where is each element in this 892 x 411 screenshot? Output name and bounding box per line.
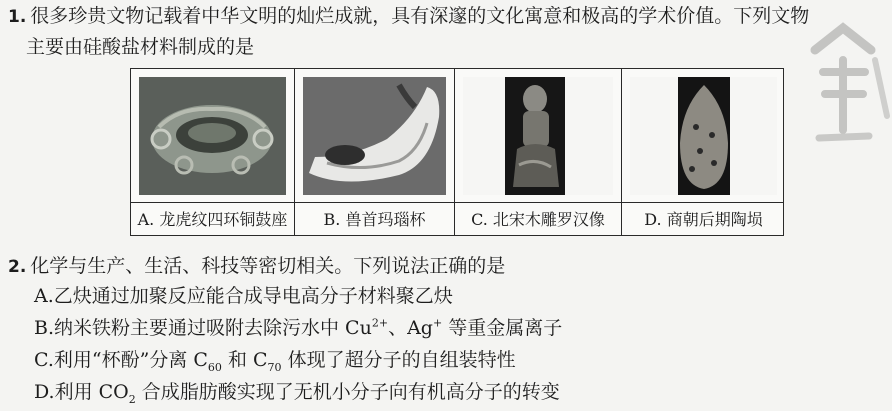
option-2c-subscript-2: 70 (267, 360, 282, 374)
bronze-drum-base-icon (139, 77, 286, 195)
option-2b-text-pre: 纳米铁粉主要通过吸附去除污水中 Cu (54, 317, 372, 339)
option-2c-text-pre: 利用“杯酚”分离 C (53, 349, 208, 371)
option-2b-letter: B. (34, 317, 55, 339)
option-2a-letter: A. (34, 285, 54, 307)
option-d-letter: D. (644, 210, 662, 229)
artifact-table (130, 68, 784, 236)
option-b-cell[interactable] (294, 69, 454, 235)
option-d-caption (622, 204, 785, 236)
option-2d-subscript: 2 (128, 392, 136, 406)
option-2b[interactable] (34, 316, 562, 340)
option-2c-text-post: 体现了超分子的自组装特性 (281, 349, 516, 371)
option-2d-text-pre: 利用 CO (54, 381, 129, 403)
option-c-text: 北宋木雕罗汉像 (492, 210, 605, 229)
question-1-number: 1. (8, 7, 27, 27)
option-d-text: 商朝后期陶埙 (666, 210, 763, 229)
pottery-xun-icon (630, 77, 777, 195)
option-2d[interactable] (34, 380, 560, 404)
option-c-cell[interactable] (454, 69, 621, 235)
option-2a-text: 乙炔通过加聚反应能合成导电高分子材料聚乙炔 (53, 285, 453, 307)
option-a-text: 龙虎纹四环铜鼓座 (159, 210, 288, 229)
option-2c-subscript-1: 60 (207, 360, 222, 374)
agate-rhyton-cup-icon (303, 77, 446, 195)
option-2b-charge-1: 2+ (371, 316, 389, 330)
question-1-stem-part-2: 主要由硅酸盐材料制成的是 (26, 36, 255, 58)
option-a-caption (131, 204, 294, 236)
option-c-caption (455, 204, 621, 236)
option-a-cell[interactable] (131, 69, 294, 235)
option-2b-charge-2: + (432, 316, 443, 330)
question-1-stem-part-1: 很多珍贵文物记载着中华文明的灿烂成就，具有深邃的文化寓意和极高的学术价值。下列文物 (30, 5, 810, 27)
question-2-number: 2. (8, 257, 27, 277)
question-1-line-2 (26, 35, 254, 59)
option-a-letter: A. (137, 210, 155, 229)
option-c-letter: C. (471, 210, 488, 229)
option-2c[interactable] (34, 348, 516, 372)
option-b-letter: B. (323, 210, 341, 229)
calligraphy-stamp-icon (795, 20, 892, 170)
question-2-stem: 化学与生产、生活、科技等密切相关。下列说法正确的是 (30, 255, 506, 277)
option-2b-text-post: 等重金属离子 (442, 317, 563, 339)
option-2a[interactable] (34, 284, 453, 308)
question-2-line (8, 254, 505, 279)
option-2c-letter: C. (34, 349, 54, 371)
option-b-text: 兽首玛瑙杯 (345, 210, 426, 229)
option-2d-letter: D. (34, 381, 55, 403)
question-1-line-1 (8, 4, 809, 29)
option-d-cell[interactable] (621, 69, 785, 235)
wooden-arhat-statue-icon (463, 77, 613, 195)
option-2c-text-mid: 和 C (221, 349, 268, 371)
option-2b-text-mid: 、Ag (388, 317, 433, 339)
option-b-caption (295, 204, 454, 236)
option-2d-text-post: 合成脂肪酸实现了无机小分子向有机高分子的转变 (135, 381, 560, 403)
